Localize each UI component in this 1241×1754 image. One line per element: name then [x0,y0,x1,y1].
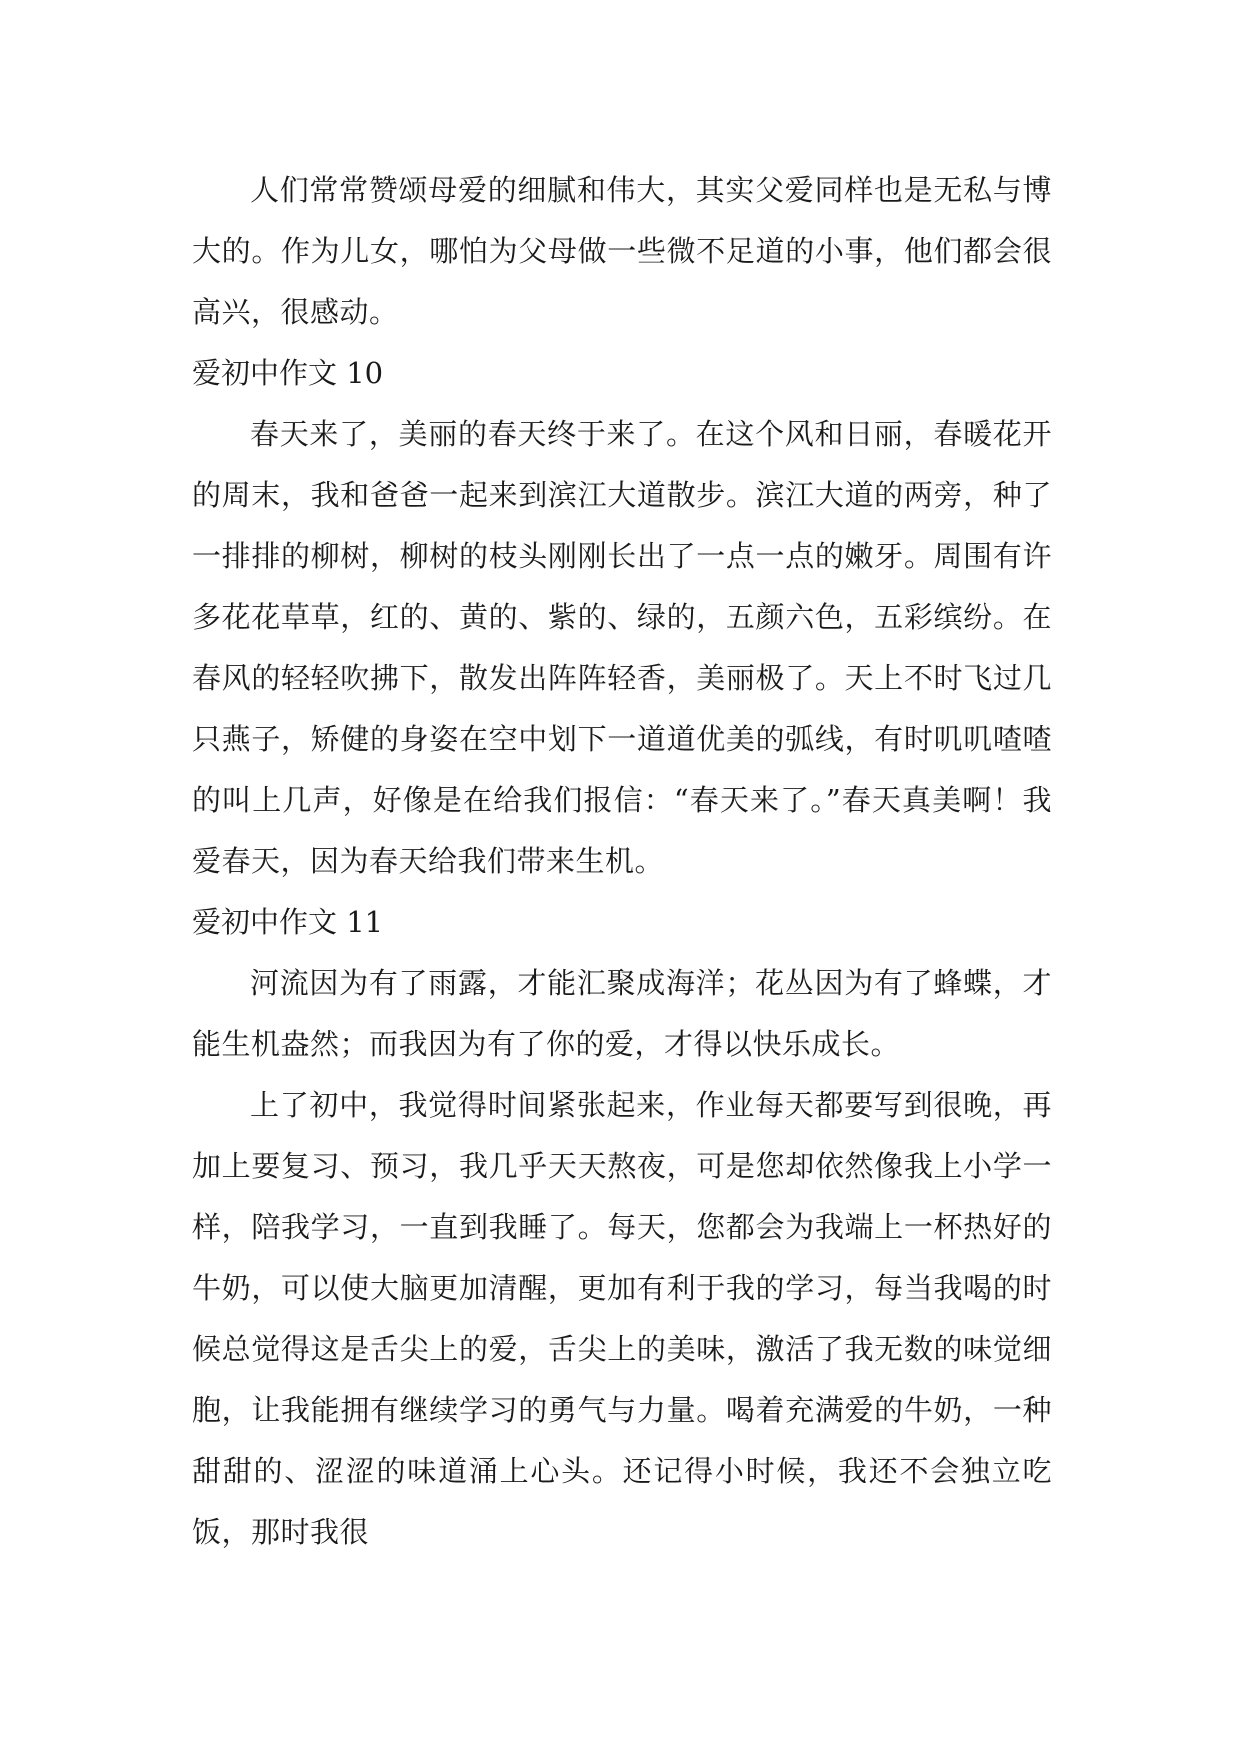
paragraph-middle-school: 上了初中，我觉得时间紧张起来，作业每天都要写到很晚，再加上要复习、预习，我几乎天天熬夜，可是您却依然像我上小学一样，陪我学习，一直到我睡了。每天，您都会为我端上一杯热好的牛奶，可以使大脑更加清醒，更加有利于我的学习，每当我喝的时候总觉得这是舌尖上的爱，舌尖上的美味，激活了我无数的味觉细胞，让我能拥有继续学习的勇气与力量。喝着充满爱的牛奶，一种甜甜的、涩涩的味道涌上心头。还记得小时候，我还不会独立吃饭，那时我很 [192,1088,1052,1549]
essay-heading-11: 爱初中作文 11 [192,905,384,939]
paragraph-rivers: 河流因为有了雨露，才能汇聚成海洋；花丛因为有了蜂蝶，才能生机盎然；而我因为有了你的爱，才得以快乐成长。 [192,966,1052,1061]
document-page [192,160,1052,1563]
essay-heading-10: 爱初中作文 10 [192,356,384,390]
paragraph-spring: 春天来了，美丽的春天终于来了。在这个风和日丽，春暖花开的周末，我和爸爸一起来到滨江大道散步。滨江大道的两旁，种了一排排的柳树，柳树的枝头刚刚长出了一点一点的嫩牙。周围有许多花花草草，红的、黄的、紫的、绿的，五颜六色，五彩缤纷。在春风的轻轻吹拂下，散发出阵阵轻香，美丽极了。天上不时飞过几只燕子，矫健的身姿在空中划下一道道优美的弧线，有时叽叽喳喳的叫上几声，好像是在给我们报信：“春天来了。”春天真美啊！我爱春天，因为春天给我们带来生机。 [192,417,1052,878]
paragraph-father-love: 人们常常赞颂母爱的细腻和伟大，其实父爱同样也是无私与博大的。作为儿女，哪怕为父母做一些微不足道的小事，他们都会很高兴，很感动。 [192,173,1052,329]
